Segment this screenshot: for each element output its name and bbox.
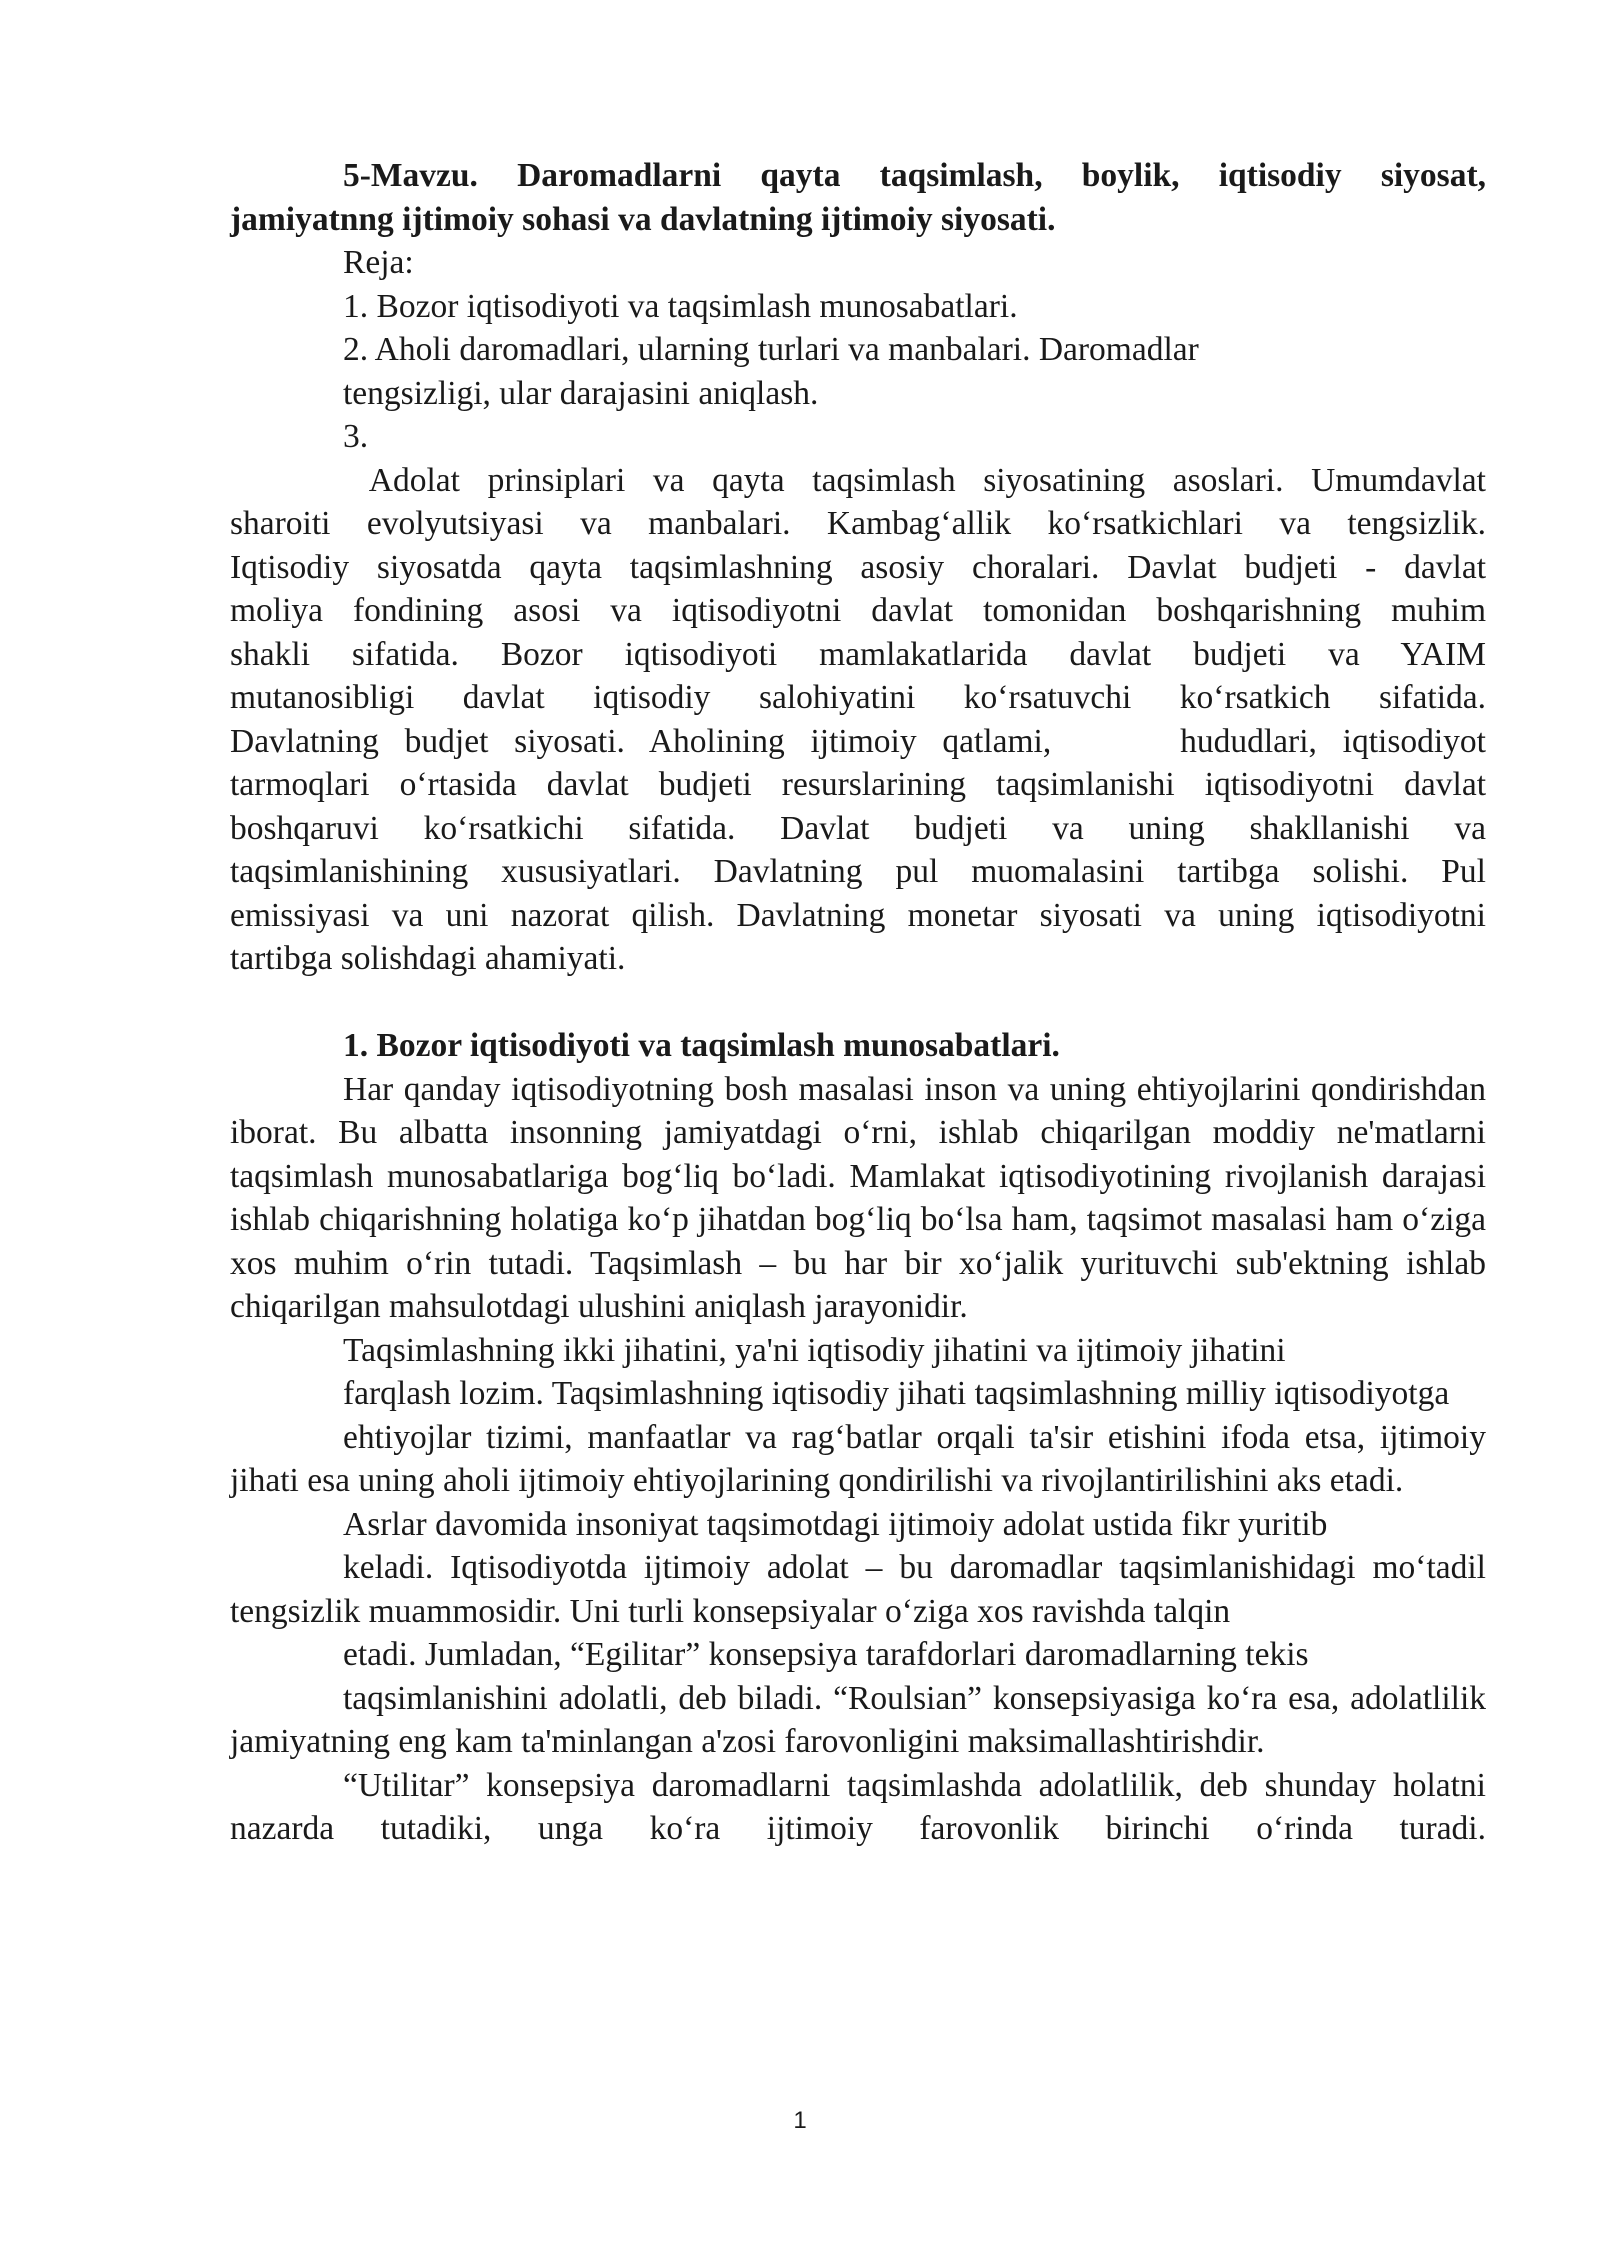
plan-item-2-line-1: 2. Aholi daromadlari, ularning turlari va manbalari. Daromadlar — [343, 331, 1199, 368]
section-1-paragraph-9: “Utilitar” konsepsiya daromadlarni taqsimlashda adolatlilik, deb shunday holatni nazarda tutadiki, unga ko‘ra ijtimoiy farovonlik birinchi o‘rinda turadi. — [230, 1766, 1486, 1847]
intro-line-8: tarmoqlari o‘rtasida davlat budjeti resurslarining taqsimlanishi iqtisodiyotni davlat — [230, 766, 1486, 803]
section-1-paragraph-2: Taqsimlashning ikki jihatini, ya'ni iqtisodiy jihatini va ijtimoiy jihatini — [343, 1331, 1286, 1369]
intro-line-10: taqsimlanishining xususiyatlari. Davlatning pul muomalasini tartibga solishi. Pul — [230, 853, 1486, 890]
plan-item-1: 1. Bozor iqtisodiyoti va taqsimlash munosabatlari. — [343, 287, 1018, 325]
plan-item-3: 3. — [343, 418, 369, 455]
page-number: 1 — [793, 2107, 807, 2134]
section-1-paragraph-8: taqsimlanishini adolatli, deb biladi. “Roulsian” konsepsiyasiga ko‘ra esa, adolatlilik jamiyatning eng kam ta'minlangan a'zosi farovonligini maksimallashtirishdir. — [230, 1679, 1486, 1760]
intro-line-3: Iqtisodiy siyosatda qayta taqsimlashning asosiy choralari. Davlat budjeti - davlat — [230, 548, 1486, 586]
section-1-paragraph-7: etadi. Jumladan, “Egilitar” konsepsiya tarafdorlari daromadlarning tekis — [343, 1636, 1309, 1673]
plan-item-2-line-2: tengsizligi, ular darajasini aniqlash. — [343, 374, 819, 412]
intro-line-11: emissiyasi va uni nazorat qilish. Davlatning monetar siyosati va uning iqtisodiyotni — [230, 896, 1486, 934]
section-1-paragraph-5: Asrlar davomida insoniyat taqsimotdagi ijtimoiy adolat ustida fikr yuritib — [343, 1505, 1328, 1543]
intro-line-2: sharoiti evolyutsiyasi va manbalari. Kambag‘allik ko‘rsatkichlari va tengsizlik. — [230, 505, 1486, 542]
title-line-1: 5-Mavzu. Daromadlarni qayta taqsimlash, boylik, iqtisodiy siyosat, — [343, 157, 1486, 194]
intro-line-1: Adolat prinsiplari va qayta taqsimlash siyosatining asoslari. Umumdavlat — [343, 461, 1486, 499]
section-1-paragraph-3: farqlash lozim. Taqsimlashning iqtisodiy jihati taqsimlashning milliy iqtisodiyotga — [343, 1375, 1450, 1412]
section-1-paragraph-4: ehtiyojlar tizimi, manfaatlar va rag‘batlar orqali ta'sir etishini ifoda etsa, ijtimoiy jihati esa uning aholi ijtimoiy ehtiyojlarining qondirilishi va rivojlantirilishini aks etadi. — [230, 1418, 1486, 1499]
page-content — [230, 154, 1486, 1851]
intro-line-5: shakli sifatida. Bozor iqtisodiyoti mamlakatlarida davlat budjeti va YAIM — [230, 635, 1486, 673]
intro-line-12: tartibga solishdagi ahamiyati. — [230, 940, 626, 977]
section-1-paragraph-1: Har qanday iqtisodiyotning bosh masalasi inson va uning ehtiyojlarini qondirishdan iborat. Bu albatta insonning jamiyatdagi o‘rni, ishlab chiqarilgan moddiy ne'matlarni taqsimlash munosabatlariga bog‘liq bo‘ladi. Mamlakat iqtisodiyotining rivojlanish darajasi ishlab chiqarishning holatiga ko‘p jihatdan bog‘liq bo‘lsa ham, taqsimot masalasi ham o‘ziga xos muhim o‘rin tutadi. Taqsimlash – bu har bir xo‘jalik yurituvchi sub'ektning ishlab chiqarilgan mahsulotdagi ulushini aniqlash jarayonidir. — [230, 1070, 1486, 1325]
blank-line — [230, 981, 1486, 1025]
section-1-paragraph-6: keladi. Iqtisodiyotda ijtimoiy adolat – bu daromadlar taqsimlanishidagi mo‘tadil tengsizlik muammosidir. Uni turli konsepsiyalar o‘ziga xos ravishda talqin — [230, 1549, 1486, 1630]
intro-line-4: moliya fondining asosi va iqtisodiyotni davlat tomonidan boshqarishning muhim — [230, 592, 1486, 629]
section-1-heading: 1. Bozor iqtisodiyoti va taqsimlash munosabatlari. — [343, 1027, 1060, 1064]
intro-line-9: boshqaruvi ko‘rsatkichi sifatida. Davlat budjeti va uning shakllanishi va — [230, 809, 1486, 847]
plan-label: Reja: — [343, 244, 414, 281]
intro-line-7: Davlatning budjet siyosati. Aholining ijtimoiy qatlami, hududlari, iqtisodiyot — [230, 722, 1486, 760]
title-line-2: jamiyatnng ijtimoiy sohasi va davlatning ijtimoiy siyosati. — [230, 200, 1056, 238]
intro-line-6: mutanosibligi davlat iqtisodiy salohiyatini ko‘rsatuvchi ko‘rsatkich sifatida. — [230, 679, 1486, 716]
